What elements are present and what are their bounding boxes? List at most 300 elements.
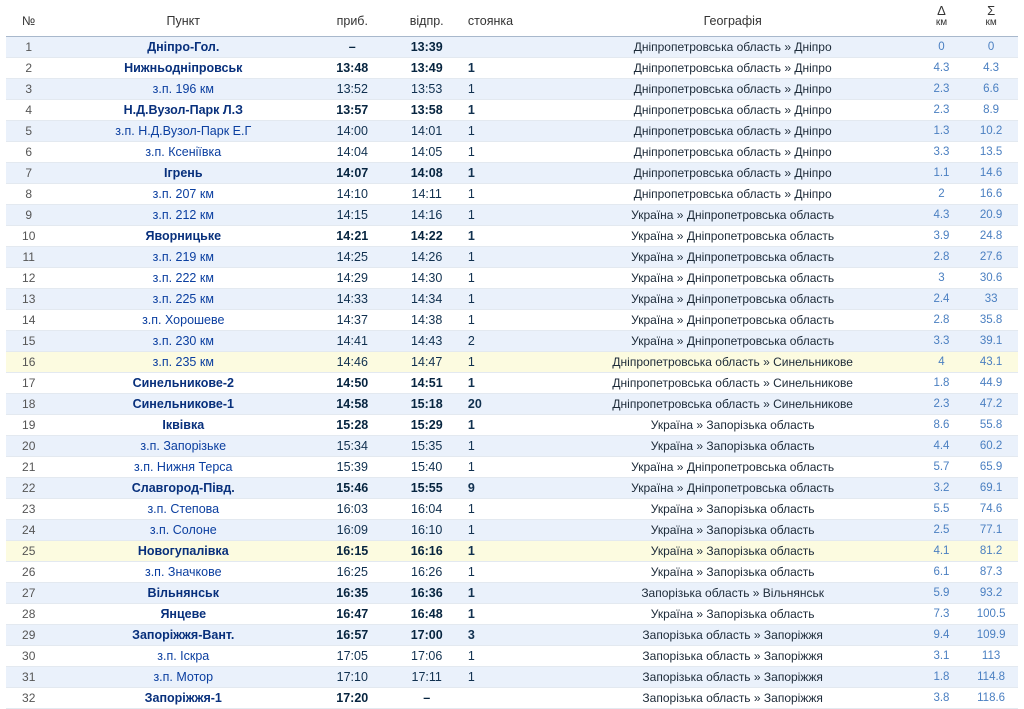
cell-delta-km: 6.1: [919, 562, 964, 583]
cell-arrival: 17:10: [315, 667, 389, 688]
cell-stay: 1: [464, 667, 547, 688]
cell-arrival: 14:15: [315, 205, 389, 226]
cell-number: 31: [6, 667, 51, 688]
cell-stop-name[interactable]: Запоріжжя-1: [51, 688, 315, 709]
cell-geography: Дніпропетровська область » Дніпро: [547, 184, 919, 205]
table-row[interactable]: [6, 79, 1018, 100]
cell-stay: 1: [464, 604, 547, 625]
cell-geography: Дніпропетровська область » Дніпро: [547, 142, 919, 163]
cell-total-km: 8.9: [964, 100, 1018, 121]
cell-arrival: 15:46: [315, 478, 389, 499]
cell-delta-km: 2.3: [919, 394, 964, 415]
cell-delta-km: 2.5: [919, 520, 964, 541]
cell-arrival: 14:29: [315, 268, 389, 289]
table-row[interactable]: [6, 100, 1018, 121]
cell-stop-name[interactable]: з.п. Степова: [51, 499, 315, 520]
cell-stay: 1: [464, 163, 547, 184]
cell-delta-km: 4.4: [919, 436, 964, 457]
cell-geography: Україна » Запорізька область: [547, 520, 919, 541]
cell-total-km: 4.3: [964, 58, 1018, 79]
cell-stay: 1: [464, 310, 547, 331]
cell-stay: 9: [464, 478, 547, 499]
cell-delta-km: 2.4: [919, 289, 964, 310]
table-row[interactable]: [6, 247, 1018, 268]
cell-arrival: 16:25: [315, 562, 389, 583]
cell-geography: Україна » Дніпропетровська область: [547, 331, 919, 352]
cell-total-km: 47.2: [964, 394, 1018, 415]
cell-number: 32: [6, 688, 51, 709]
cell-number: 19: [6, 415, 51, 436]
table-row[interactable]: [6, 646, 1018, 667]
cell-departure: 14:38: [389, 310, 463, 331]
table-row[interactable]: [6, 457, 1018, 478]
cell-number: 25: [6, 541, 51, 562]
cell-arrival: 13:52: [315, 79, 389, 100]
table-row[interactable]: [6, 562, 1018, 583]
cell-departure: 14:30: [389, 268, 463, 289]
cell-total-km: 93.2: [964, 583, 1018, 604]
cell-number: 21: [6, 457, 51, 478]
table-row[interactable]: [6, 121, 1018, 142]
table-row[interactable]: [6, 37, 1018, 58]
cell-arrival: 14:41: [315, 331, 389, 352]
cell-departure: 16:04: [389, 499, 463, 520]
cell-total-km: 87.3: [964, 562, 1018, 583]
cell-arrival: 14:21: [315, 226, 389, 247]
cell-number: 30: [6, 646, 51, 667]
cell-departure: 14:34: [389, 289, 463, 310]
cell-delta-km: 3.2: [919, 478, 964, 499]
cell-arrival: 16:09: [315, 520, 389, 541]
column-header-arrival[interactable]: приб.: [315, 0, 389, 37]
cell-number: 18: [6, 394, 51, 415]
cell-stay: 1: [464, 247, 547, 268]
cell-departure: 13:39: [389, 37, 463, 58]
table-row[interactable]: [6, 415, 1018, 436]
cell-number: 23: [6, 499, 51, 520]
cell-number: 9: [6, 205, 51, 226]
cell-delta-km: 4.3: [919, 58, 964, 79]
cell-stop-name[interactable]: Новогупалівка: [51, 541, 315, 562]
cell-stay: 1: [464, 205, 547, 226]
cell-number: 29: [6, 625, 51, 646]
cell-number: 26: [6, 562, 51, 583]
cell-arrival: 16:03: [315, 499, 389, 520]
cell-geography: Україна » Дніпропетровська область: [547, 457, 919, 478]
cell-stay: 1: [464, 541, 547, 562]
cell-total-km: 100.5: [964, 604, 1018, 625]
table-row[interactable]: [6, 142, 1018, 163]
cell-stay: 1: [464, 226, 547, 247]
cell-stay: [464, 37, 547, 58]
cell-number: 10: [6, 226, 51, 247]
cell-stop-name[interactable]: з.п. 225 км: [51, 289, 315, 310]
cell-geography: Україна » Запорізька область: [547, 604, 919, 625]
cell-stop-name[interactable]: з.п. Солоне: [51, 520, 315, 541]
cell-number: 22: [6, 478, 51, 499]
cell-delta-km: 5.9: [919, 583, 964, 604]
cell-stay: 1: [464, 352, 547, 373]
table-header: [6, 0, 1018, 37]
cell-total-km: 16.6: [964, 184, 1018, 205]
cell-arrival: 14:37: [315, 310, 389, 331]
cell-number: 13: [6, 289, 51, 310]
cell-arrival: 17:05: [315, 646, 389, 667]
table-body: [6, 37, 1018, 709]
cell-delta-km: 9.4: [919, 625, 964, 646]
cell-delta-km: 1.1: [919, 163, 964, 184]
cell-total-km: 33: [964, 289, 1018, 310]
cell-total-km: 114.8: [964, 667, 1018, 688]
cell-delta-km: 5.7: [919, 457, 964, 478]
cell-total-km: 6.6: [964, 79, 1018, 100]
cell-stay: 20: [464, 394, 547, 415]
cell-arrival: 14:50: [315, 373, 389, 394]
cell-total-km: 118.6: [964, 688, 1018, 709]
table-row[interactable]: [6, 499, 1018, 520]
cell-stop-name[interactable]: з.п. 212 км: [51, 205, 315, 226]
table-row[interactable]: [6, 520, 1018, 541]
table-row[interactable]: [6, 331, 1018, 352]
cell-delta-km: 3.9: [919, 226, 964, 247]
cell-stop-name[interactable]: з.п. 230 км: [51, 331, 315, 352]
column-header-stop[interactable]: Пункт: [51, 0, 315, 37]
cell-total-km: 0: [964, 37, 1018, 58]
cell-geography: Запорізька область » Запоріжжя: [547, 667, 919, 688]
cell-delta-km: 1.8: [919, 373, 964, 394]
cell-total-km: 20.9: [964, 205, 1018, 226]
cell-departure: 14:08: [389, 163, 463, 184]
cell-arrival: 16:15: [315, 541, 389, 562]
cell-delta-km: 2: [919, 184, 964, 205]
cell-total-km: 113: [964, 646, 1018, 667]
cell-total-km: 55.8: [964, 415, 1018, 436]
cell-stop-name[interactable]: Вільнянськ: [51, 583, 315, 604]
table-row[interactable]: [6, 583, 1018, 604]
cell-departure: 15:29: [389, 415, 463, 436]
cell-geography: Дніпропетровська область » Дніпро: [547, 163, 919, 184]
cell-geography: Україна » Дніпропетровська область: [547, 226, 919, 247]
cell-stop-name[interactable]: з.п. Н.Д.Вузол-Парк Е.Г: [51, 121, 315, 142]
cell-geography: Україна » Дніпропетровська область: [547, 310, 919, 331]
cell-geography: Україна » Запорізька область: [547, 499, 919, 520]
cell-delta-km: 3: [919, 268, 964, 289]
cell-number: 20: [6, 436, 51, 457]
cell-stay: 1: [464, 499, 547, 520]
cell-stop-name[interactable]: з.п. Ксенiївка: [51, 142, 315, 163]
cell-departure: 15:35: [389, 436, 463, 457]
sum-symbol: Σ: [987, 3, 996, 18]
cell-total-km: 77.1: [964, 520, 1018, 541]
cell-geography: Україна » Дніпропетровська область: [547, 247, 919, 268]
cell-number: 17: [6, 373, 51, 394]
cell-delta-km: 1.8: [919, 667, 964, 688]
cell-departure: 17:11: [389, 667, 463, 688]
cell-geography: Дніпропетровська область » Дніпро: [547, 100, 919, 121]
cell-departure: 15:40: [389, 457, 463, 478]
cell-total-km: 109.9: [964, 625, 1018, 646]
cell-stop-name[interactable]: Ігрень: [51, 163, 315, 184]
cell-arrival: 16:57: [315, 625, 389, 646]
table-header-row: [6, 0, 1018, 37]
cell-arrival: 14:58: [315, 394, 389, 415]
cell-stay: 1: [464, 100, 547, 121]
cell-number: 4: [6, 100, 51, 121]
cell-delta-km: 1.3: [919, 121, 964, 142]
table-row[interactable]: [6, 184, 1018, 205]
table-row[interactable]: [6, 688, 1018, 709]
cell-delta-km: 3.3: [919, 331, 964, 352]
cell-total-km: 43.1: [964, 352, 1018, 373]
cell-arrival: 14:04: [315, 142, 389, 163]
cell-departure: 14:51: [389, 373, 463, 394]
table-row[interactable]: [6, 268, 1018, 289]
delta-unit: км: [935, 17, 948, 28]
cell-stop-name[interactable]: з.п. Мотор: [51, 667, 315, 688]
sum-unit: км: [985, 17, 997, 28]
cell-number: 15: [6, 331, 51, 352]
table-row[interactable]: [6, 478, 1018, 499]
cell-geography: Дніпропетровська область » Дніпро: [547, 121, 919, 142]
cell-geography: Дніпропетровська область » Синельникове: [547, 352, 919, 373]
cell-departure: 14:01: [389, 121, 463, 142]
cell-stop-name[interactable]: Дніпро-Гол.: [51, 37, 315, 58]
table-row[interactable]: [6, 394, 1018, 415]
column-header-departure[interactable]: відпр.: [389, 0, 463, 37]
cell-total-km: 69.1: [964, 478, 1018, 499]
cell-stay: 1: [464, 184, 547, 205]
cell-departure: 14:05: [389, 142, 463, 163]
cell-arrival: 14:10: [315, 184, 389, 205]
cell-stop-name[interactable]: з.п. 235 км: [51, 352, 315, 373]
cell-stay: 3: [464, 625, 547, 646]
cell-total-km: 65.9: [964, 457, 1018, 478]
table-row[interactable]: [6, 163, 1018, 184]
cell-delta-km: 7.3: [919, 604, 964, 625]
cell-stay: 1: [464, 268, 547, 289]
cell-geography: Україна » Дніпропетровська область: [547, 289, 919, 310]
cell-stay: 1: [464, 646, 547, 667]
cell-stop-name[interactable]: Славгород-Півд.: [51, 478, 315, 499]
cell-stop-name[interactable]: Яворницьке: [51, 226, 315, 247]
table-row[interactable]: [6, 436, 1018, 457]
cell-geography: Україна » Запорізька область: [547, 562, 919, 583]
cell-departure: 14:22: [389, 226, 463, 247]
cell-total-km: 13.5: [964, 142, 1018, 163]
cell-number: 2: [6, 58, 51, 79]
cell-stop-name[interactable]: з.п. Іскра: [51, 646, 315, 667]
cell-total-km: 14.6: [964, 163, 1018, 184]
cell-total-km: 39.1: [964, 331, 1018, 352]
cell-delta-km: 5.5: [919, 499, 964, 520]
cell-number: 14: [6, 310, 51, 331]
cell-stop-name[interactable]: Запоріжжя-Вант.: [51, 625, 315, 646]
cell-total-km: 81.2: [964, 541, 1018, 562]
cell-stop-name[interactable]: Іквівка: [51, 415, 315, 436]
cell-arrival: 15:28: [315, 415, 389, 436]
cell-stop-name[interactable]: з.п. 207 км: [51, 184, 315, 205]
table-row[interactable]: [6, 310, 1018, 331]
cell-number: 3: [6, 79, 51, 100]
table-row[interactable]: [6, 205, 1018, 226]
column-header-total-km[interactable]: [964, 0, 1018, 37]
cell-departure: 15:18: [389, 394, 463, 415]
cell-geography: Дніпропетровська область » Дніпро: [547, 79, 919, 100]
table-row[interactable]: [6, 352, 1018, 373]
cell-arrival: 16:35: [315, 583, 389, 604]
cell-total-km: 35.8: [964, 310, 1018, 331]
cell-number: 1: [6, 37, 51, 58]
table-row[interactable]: [6, 58, 1018, 79]
cell-delta-km: 2.3: [919, 100, 964, 121]
cell-number: 6: [6, 142, 51, 163]
cell-stay: 1: [464, 436, 547, 457]
cell-arrival: 13:57: [315, 100, 389, 121]
cell-stay: 1: [464, 58, 547, 79]
cell-stay: 1: [464, 142, 547, 163]
table-row[interactable]: [6, 667, 1018, 688]
cell-delta-km: 2.8: [919, 310, 964, 331]
cell-total-km: 74.6: [964, 499, 1018, 520]
cell-number: 8: [6, 184, 51, 205]
cell-departure: –: [389, 688, 463, 709]
cell-arrival: –: [315, 37, 389, 58]
cell-arrival: 14:33: [315, 289, 389, 310]
cell-departure: 17:00: [389, 625, 463, 646]
cell-delta-km: 2.3: [919, 79, 964, 100]
cell-stay: 1: [464, 373, 547, 394]
cell-geography: Дніпропетровська область » Дніпро: [547, 37, 919, 58]
cell-geography: Дніпропетровська область » Синельникове: [547, 373, 919, 394]
column-header-number[interactable]: №: [6, 0, 51, 37]
cell-delta-km: 4: [919, 352, 964, 373]
cell-arrival: 14:46: [315, 352, 389, 373]
cell-stay: 1: [464, 79, 547, 100]
cell-departure: 13:58: [389, 100, 463, 121]
cell-departure: 14:26: [389, 247, 463, 268]
cell-departure: 16:16: [389, 541, 463, 562]
table-row[interactable]: [6, 289, 1018, 310]
cell-geography: Запорізька область » Вільнянськ: [547, 583, 919, 604]
cell-stop-name[interactable]: з.п. Значкове: [51, 562, 315, 583]
cell-stay: 1: [464, 457, 547, 478]
cell-number: 27: [6, 583, 51, 604]
cell-arrival: 14:00: [315, 121, 389, 142]
cell-geography: Запорізька область » Запоріжжя: [547, 688, 919, 709]
cell-departure: 16:10: [389, 520, 463, 541]
table-row[interactable]: [6, 226, 1018, 247]
cell-delta-km: 4.3: [919, 205, 964, 226]
cell-delta-km: 0: [919, 37, 964, 58]
cell-delta-km: 3.1: [919, 646, 964, 667]
table-row[interactable]: [6, 541, 1018, 562]
cell-stop-name[interactable]: з.п. 196 км: [51, 79, 315, 100]
cell-arrival: 15:34: [315, 436, 389, 457]
table-row[interactable]: [6, 604, 1018, 625]
cell-geography: Україна » Запорізька область: [547, 415, 919, 436]
cell-number: 11: [6, 247, 51, 268]
cell-stop-name[interactable]: Синельникове-1: [51, 394, 315, 415]
column-header-stay[interactable]: стоянка: [464, 0, 547, 37]
cell-geography: Україна » Дніпропетровська область: [547, 205, 919, 226]
cell-departure: 13:53: [389, 79, 463, 100]
cell-stay: 1: [464, 415, 547, 436]
table-row[interactable]: [6, 373, 1018, 394]
cell-arrival: 16:47: [315, 604, 389, 625]
cell-stay: 1: [464, 121, 547, 142]
train-schedule-table: [6, 0, 1018, 709]
cell-delta-km: 8.6: [919, 415, 964, 436]
cell-geography: Дніпропетровська область » Дніпро: [547, 58, 919, 79]
cell-stay: 1: [464, 289, 547, 310]
cell-stay: 1: [464, 520, 547, 541]
cell-departure: 16:26: [389, 562, 463, 583]
cell-total-km: 24.8: [964, 226, 1018, 247]
column-header-delta-km[interactable]: [919, 0, 964, 37]
cell-delta-km: 3.3: [919, 142, 964, 163]
cell-number: 28: [6, 604, 51, 625]
cell-stop-name[interactable]: Синельникове-2: [51, 373, 315, 394]
cell-number: 24: [6, 520, 51, 541]
cell-delta-km: 3.8: [919, 688, 964, 709]
cell-stay: [464, 688, 547, 709]
cell-departure: 17:06: [389, 646, 463, 667]
column-header-geography[interactable]: Географія: [547, 0, 919, 37]
cell-stop-name[interactable]: з.п. 222 км: [51, 268, 315, 289]
cell-departure: 16:48: [389, 604, 463, 625]
cell-stay: 2: [464, 331, 547, 352]
delta-symbol: Δ: [937, 3, 946, 18]
cell-stop-name[interactable]: з.п. Запорізьке: [51, 436, 315, 457]
cell-departure: 13:49: [389, 58, 463, 79]
cell-arrival: 17:20: [315, 688, 389, 709]
cell-geography: Дніпропетровська область » Синельникове: [547, 394, 919, 415]
cell-total-km: 30.6: [964, 268, 1018, 289]
cell-stop-name[interactable]: з.п. 219 км: [51, 247, 315, 268]
cell-geography: Україна » Дніпропетровська область: [547, 268, 919, 289]
cell-departure: 14:16: [389, 205, 463, 226]
cell-delta-km: 2.8: [919, 247, 964, 268]
cell-stay: 1: [464, 562, 547, 583]
cell-number: 16: [6, 352, 51, 373]
cell-departure: 14:11: [389, 184, 463, 205]
cell-stay: 1: [464, 583, 547, 604]
cell-stop-name[interactable]: з.п. Хорошеве: [51, 310, 315, 331]
cell-geography: Україна » Запорізька область: [547, 436, 919, 457]
cell-geography: Запорізька область » Запоріжжя: [547, 625, 919, 646]
table-row[interactable]: [6, 625, 1018, 646]
cell-arrival: 14:25: [315, 247, 389, 268]
cell-departure: 15:55: [389, 478, 463, 499]
cell-delta-km: 4.1: [919, 541, 964, 562]
cell-total-km: 10.2: [964, 121, 1018, 142]
cell-number: 12: [6, 268, 51, 289]
cell-geography: Україна » Дніпропетровська область: [547, 478, 919, 499]
cell-departure: 14:43: [389, 331, 463, 352]
cell-departure: 14:47: [389, 352, 463, 373]
cell-stop-name[interactable]: Янцеве: [51, 604, 315, 625]
cell-stop-name[interactable]: Н.Д.Вузол-Парк Л.З: [51, 100, 315, 121]
cell-departure: 16:36: [389, 583, 463, 604]
cell-arrival: 14:07: [315, 163, 389, 184]
cell-total-km: 60.2: [964, 436, 1018, 457]
cell-stop-name[interactable]: з.п. Нижня Терса: [51, 457, 315, 478]
cell-stop-name[interactable]: Нижньодніпровськ: [51, 58, 315, 79]
cell-total-km: 44.9: [964, 373, 1018, 394]
cell-number: 5: [6, 121, 51, 142]
cell-total-km: 27.6: [964, 247, 1018, 268]
cell-geography: Україна » Запорізька область: [547, 541, 919, 562]
